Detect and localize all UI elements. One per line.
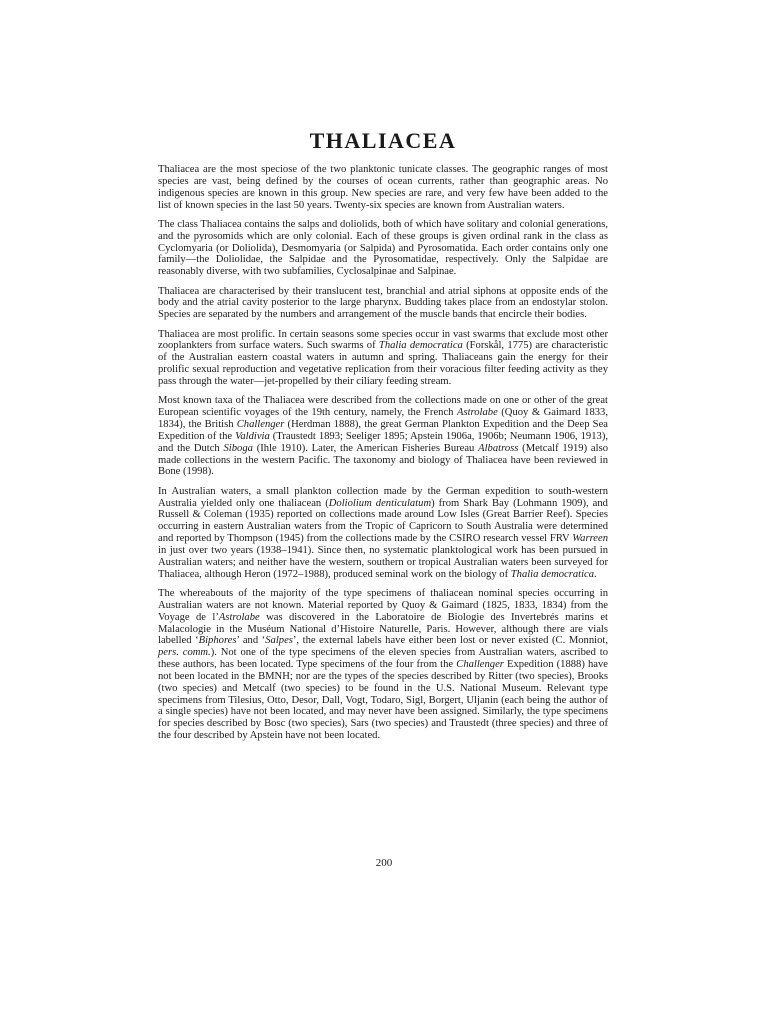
paragraph (158, 329, 608, 388)
text-run: ) from Shark Bay (Lohmann 1909), and Russell & Coleman (1935) reported on collections made around Low Isles (Great Barrier Reef). Species occurring in eastern Australian waters from the Tropic of Capricorn to South Australia were determined and reported by Thompson (1945) from the collections made by the CSIRO research vessel FRV (158, 497, 608, 545)
text-run: Expedition (1888) have not been located in the BMNH; nor are the types of the species described by Ritter (two species), Brooks (two species) and Metcalf (two species) to be found in the U.S. National Museum. Relevant type specimens from Tilesius, Otto, Desor, Dall, Vogt, Todaro, Sigl, Borgert, Uljanin (each being the author of a single species) have not been located, and may never have been assigned. Similarly, the type specimens for species described by Bosc (two species), Sars (two species) and Traustedt (three species) and three of the four described by Apstein have not been located. (158, 659, 608, 742)
italic-text: Thalia democratica (510, 568, 595, 580)
text-run: Most known taxa of the Thaliacea were described from the collections made on one or other of the great European scientific voyages of the 19th century, namely, the French (158, 395, 608, 419)
italic-text: Astrolabe (456, 407, 498, 419)
italic-text: Astrolabe (218, 611, 260, 623)
italic-text: Challenger (236, 419, 285, 431)
italic-text: Siboga (223, 442, 253, 454)
text-run: was discovered in the Laboratoire de Biologie des Invertebrés marins et Malacologie in the Muséum National d’Histoire Naturelle, Paris. However, although there are vials labelled ‘ (158, 611, 608, 647)
text-run: The class Thaliacea contains the salps and doliolids, both of which have solitary and colonial generations, and the pyrosomids which are only colonial. Each of these groups is given ordinal rank in the class as Cyclomyaria (or Doliolida), Desmomyaria (or Salpida) and Pyrosomatida. Each order contains only one family—the Doliolidae, the Salpidae and the Pyrosomatidae, respectively. Only the Salpidae are reasonably diverse, with two subfamilies, Cyclosalpinae and Salpinae. (158, 218, 608, 278)
text-run: in just over two years (1938–1941). Since then, no systematic planktological work has been pursued in Australian waters; and neither have the western, southern or tropical Australian waters been surveyed for Thaliacea, although Heron (1972–1988), produced seminal work on the biology of (158, 544, 608, 580)
italic-text: Salpes (265, 635, 293, 647)
text-run: Thaliacea are most prolific. In certain seasons some species occur in vast swarms that exclude most other zooplankters from surface waters. Such swarms of (158, 328, 608, 352)
paragraph (158, 164, 608, 211)
italic-text: Valdivia (235, 430, 270, 442)
text-run: The whereabouts of the majority of the type specimens of thaliacean nominal species occurring in Australian waters are not known. Material reported by Quoy & Gaimard (1825, 1833, 1834) from the Voyage de l’ (158, 588, 608, 623)
text-run: (Herdman 1888), the great German Plankton Expedition and the Deep Sea Expedition of the (158, 419, 608, 442)
paragraph (158, 395, 608, 478)
italic-text: Albatross (478, 442, 519, 454)
italic-text: pers. comm. (158, 647, 211, 659)
italic-text: Warreen (572, 533, 608, 545)
text-run: (Traustedt 1893; Seeliger 1895; Apstein 1906a, 1906b; Neumann 1906, 1913), and the Dutch (158, 430, 608, 454)
body-text (158, 164, 608, 742)
paragraph (158, 219, 608, 278)
text-run: ’, the external labels have either been lost or never existed (C. Monniot, (292, 635, 608, 647)
document-page (158, 128, 608, 749)
text-run: (Metcalf 1919) also made collections in the western Pacific. The taxonomy and biology of Thaliacea have been reviewed in Bone (1998). (158, 442, 608, 478)
text-run: Thaliacea are the most speciose of the two planktonic tunicate classes. The geographic ranges of most species are vast, being defined by the courses of ocean currents, rather than geographic areas. No indigenous species are known in this group. New species are rare, and very few have been added to the list of known species in the last 50 years. Twenty-six species are known from Australian waters. (158, 164, 608, 211)
paragraph (158, 486, 608, 581)
page-number: 200 (375, 857, 393, 869)
text-run: . (594, 568, 597, 580)
italic-text: Thalia democratica (378, 340, 463, 352)
text-run: Thaliacea are characterised by their translucent test, branchial and atrial siphons at opposite ends of the body and the atrial cavity posterior to the large pharynx. Budding takes place from an endostylar stolon. Species are separated by the numbers and arrangement of the muscle bands that encircle their bodies. (158, 285, 608, 321)
text-run: (Forskål, 1775) are characteristic of the Australian eastern coastal waters in autumn and spring. Thaliaceans gain the energy for their prolific sexual reproduction and vegetative replication from their voracious filter feeding activity as they pass through the water—jet-propelled by their ciliary feeding stream. (158, 340, 608, 387)
italic-text: Biphores (198, 635, 237, 647)
text-run: (Quoy & Gaimard 1833, 1834), the British (158, 407, 608, 431)
text-run: ’ and ‘ (236, 635, 266, 647)
italic-text: Doliolium denticulatum (328, 497, 432, 509)
text-run: (Ihle 1910). Later, the American Fisheries Bureau (252, 442, 479, 454)
text-run: ). Not one of the type specimens of the eleven species from Australian waters, ascribed to these authors, has been located. Type specimens of the four from the (158, 647, 608, 671)
text-run: In Australian waters, a small plankton collection made by the German expedition to south-western Australia yielded only one thaliacean ( (158, 485, 608, 509)
paragraph (158, 286, 608, 322)
page-title: THALIACEA (309, 128, 457, 153)
italic-text: Challenger (456, 659, 504, 671)
paragraph (158, 588, 608, 742)
